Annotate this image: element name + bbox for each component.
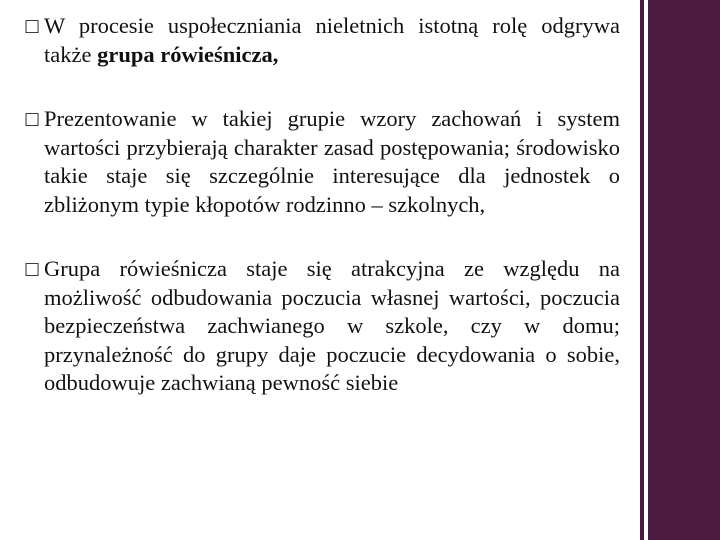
bullet-item-2	[24, 105, 620, 219]
bullet-item-3	[24, 255, 620, 398]
bullet-text-2: Prezentowanie w takiej grupie wzory zachowań i system wartości przybierają charakter zasad postępowania; środowisko takie staje się szczególnie interesujące dla jednostek o zbliżonym typie kłopotów rodzinno – szkolnych,	[44, 106, 620, 217]
side-bar-thin-stripe	[640, 0, 644, 540]
decorative-side-bar	[640, 0, 720, 540]
checkbox-bullet-icon: □	[24, 109, 41, 129]
checkbox-bullet-icon: □	[24, 16, 41, 36]
bullet-text-1: W procesie uspołeczniania nieletnich istotną rolę odgrywa także	[44, 13, 620, 67]
bullet-item-1	[24, 12, 620, 69]
side-bar-main-stripe	[648, 0, 720, 540]
bullet-list	[24, 12, 620, 398]
checkbox-bullet-icon: □	[24, 259, 41, 279]
bullet-text-3: Grupa rówieśnicza staje się atrakcyjna ze względu na możliwość odbudowania poczucia własnej wartości, poczucia bezpieczeństwa zachwianego w szkole, czy w domu; przynależność do grupy daje poczucie decydowania o sobie, odbudowuje zachwianą pewność siebie	[44, 256, 620, 395]
bullet-bold-text-1: grupa rówieśnicza,	[97, 41, 279, 67]
